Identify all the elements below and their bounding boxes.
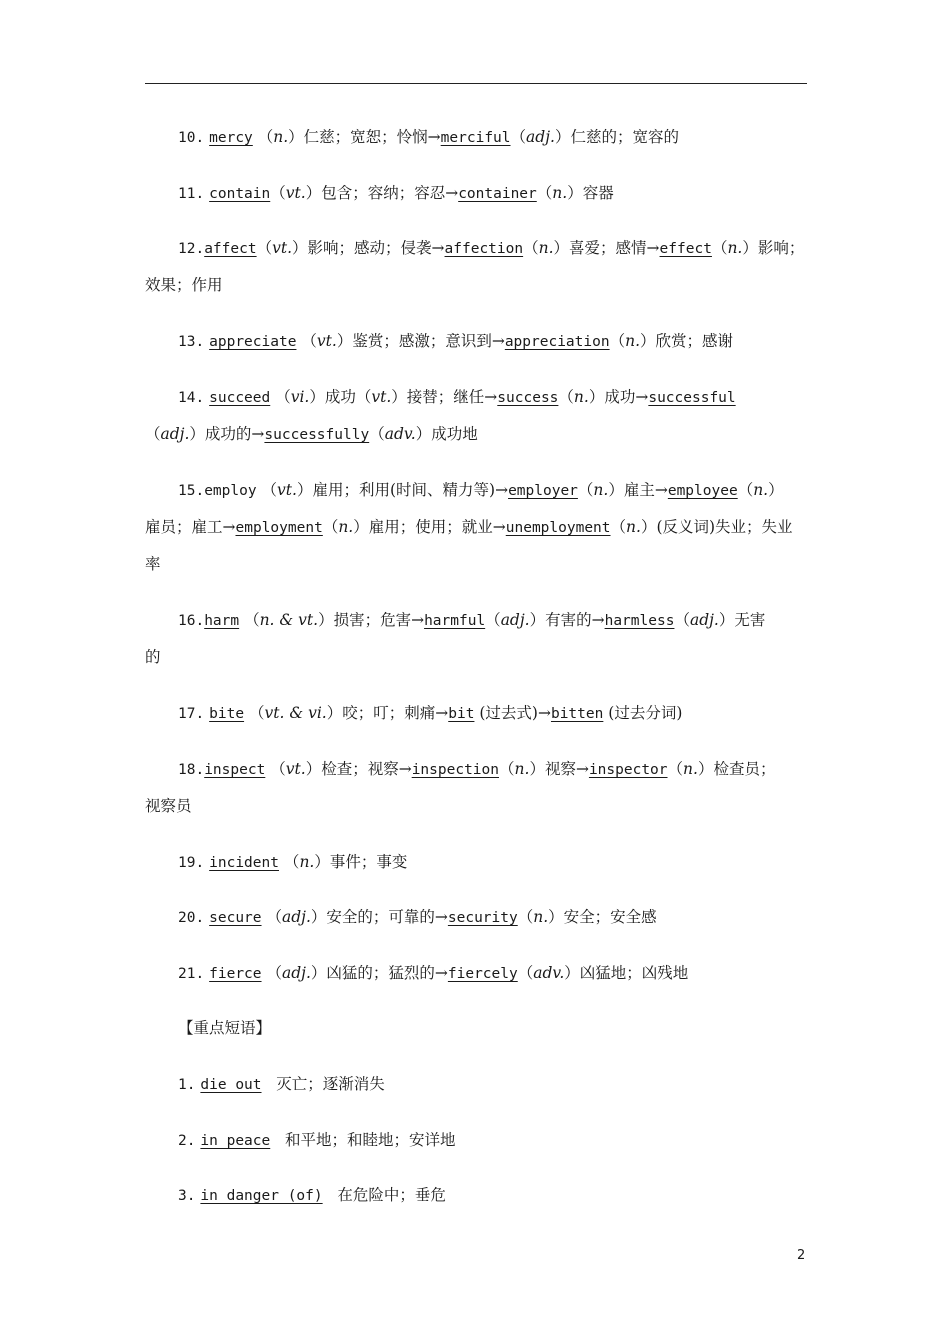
paren: （ [266, 908, 282, 926]
part-of-speech: adj. [281, 964, 311, 982]
derived-word: affection [444, 241, 524, 257]
part-of-speech: n. [538, 239, 554, 257]
paren: （ [523, 239, 539, 257]
part-of-speech: n. [338, 518, 354, 536]
paren: （ [667, 760, 684, 778]
item-number: 15. [178, 483, 205, 499]
item-number: 12. [178, 241, 205, 257]
part-of-speech: vt. [371, 388, 392, 406]
vocab-item-17 [178, 703, 858, 724]
paren: （ [674, 611, 690, 629]
part-of-speech: n. [727, 239, 743, 257]
vocab-item-11 [178, 183, 858, 204]
paren: （ [270, 760, 286, 778]
definition: 率 [145, 555, 161, 573]
definition: ）雇主→ [608, 481, 668, 499]
definition: ）咬；叮；刺痛→ [326, 704, 449, 722]
item-number: 18. [178, 762, 205, 778]
headword: harm [204, 613, 240, 629]
derived-word: harmful [424, 613, 486, 629]
vocab-item-19 [178, 852, 858, 873]
header-rule [145, 83, 807, 84]
derived-word: unemployment [505, 520, 611, 536]
definition: ）成功（ [309, 388, 372, 406]
paren: （ [536, 184, 553, 202]
paren: （ [283, 853, 300, 871]
definition: ）容器 [567, 184, 614, 202]
vocab-item-12 [178, 238, 858, 259]
vocab-item-16 [178, 610, 858, 631]
item-number: 11. [178, 186, 205, 202]
definition: ）欣赏；感谢 [640, 332, 734, 350]
definition: ）接替；继任→ [391, 388, 498, 406]
derived-word: inspection [411, 762, 499, 778]
definition: ）影响；感动；侵袭→ [292, 239, 445, 257]
phrase-item-3 [178, 1185, 858, 1206]
definition: ）安全；安全感 [548, 908, 657, 926]
part-of-speech: n. [573, 388, 589, 406]
paren: （ [485, 611, 501, 629]
vocab-item-16-cont [145, 647, 825, 667]
headword: bite [209, 706, 245, 722]
page-number: 2 [797, 1248, 806, 1263]
derived-word: merciful [440, 130, 511, 146]
paren: （ [266, 964, 282, 982]
vocab-item-13 [178, 331, 858, 352]
definition: ）喜爱；感情→ [553, 239, 660, 257]
section-heading-text: 【重点短语】 [178, 1019, 272, 1037]
part-of-speech: adj. [160, 425, 190, 443]
vocab-item-18-cont [145, 796, 825, 816]
part-of-speech: n. [514, 760, 530, 778]
part-of-speech: n. [533, 908, 549, 926]
item-number: 14. [178, 390, 205, 406]
derived-word: employer [508, 483, 578, 499]
vocab-item-14-cont [145, 424, 825, 445]
definition: ）影响； [742, 239, 805, 257]
vocab-item-14 [178, 387, 858, 408]
definition: ）损害；危害→ [318, 611, 425, 629]
derived-word: security [447, 910, 518, 926]
part-of-speech: n. [552, 184, 568, 202]
vocab-item-12-cont [145, 275, 825, 295]
definition: ）鉴赏；感激；意识到→ [336, 332, 505, 350]
part-of-speech: n. & vt. [259, 611, 319, 629]
headword: affect [204, 241, 257, 257]
definition: ）成功地 [415, 425, 478, 443]
part-of-speech: adj. [281, 908, 311, 926]
item-number: 13. [178, 334, 205, 350]
definition: ）成功的→ [189, 425, 265, 443]
headword: fierce [209, 966, 262, 982]
paren: （ [610, 518, 627, 536]
phrase-meaning: 和平地；和睦地；安详地 [285, 1131, 456, 1149]
phrase: die out [200, 1077, 262, 1093]
paren: （ [369, 425, 385, 443]
paren: （ [499, 760, 515, 778]
definition: (过去式)→ [479, 704, 551, 722]
derived-word: fiercely [447, 966, 518, 982]
part-of-speech: vt. [316, 332, 337, 350]
definition: ）雇用；使用；就业→ [353, 518, 506, 536]
paren: （ [737, 481, 754, 499]
phrase: in peace [200, 1133, 271, 1149]
derived-word: appreciation [504, 334, 610, 350]
item-number: 17. [178, 706, 205, 722]
vocab-item-21 [178, 963, 858, 984]
derived-word: bitten [550, 706, 604, 722]
derived-word: success [497, 390, 559, 406]
paren: （ [244, 611, 260, 629]
definition: ）检查员； [697, 760, 776, 778]
part-of-speech: n. [299, 853, 315, 871]
derived-word: employment [235, 520, 323, 536]
derived-word: harmless [604, 613, 675, 629]
item-number: 20. [178, 910, 205, 926]
definition: ）仁慈的；宽容的 [554, 128, 679, 146]
paren: （ [517, 908, 534, 926]
definition: ）凶猛地；凶残地 [564, 964, 689, 982]
definition: ）成功→ [588, 388, 649, 406]
definition: ）(反义词)失业；失业 [640, 518, 793, 536]
derived-word: successfully [264, 427, 370, 443]
paren: （ [577, 481, 594, 499]
part-of-speech: vt. [285, 184, 306, 202]
phrase-meaning: 在危险中；垂危 [337, 1186, 446, 1204]
derived-word: bit [448, 706, 475, 722]
headword: incident [209, 855, 279, 871]
definition: ）仁慈；宽恕；怜悯→ [288, 128, 441, 146]
section-heading [178, 1018, 858, 1038]
paren: （ [257, 128, 274, 146]
headword: succeed [209, 390, 271, 406]
vocab-item-20 [178, 907, 858, 928]
paren: （ [711, 239, 728, 257]
derived-word: successful [648, 390, 736, 406]
paren: （ [510, 128, 527, 146]
item-number: 10. [178, 130, 205, 146]
phrase-item-1 [178, 1074, 858, 1095]
headword: secure [209, 910, 262, 926]
headword: mercy [209, 130, 253, 146]
part-of-speech: n. [683, 760, 698, 778]
derived-word: inspector [588, 762, 668, 778]
paren: （ [275, 388, 291, 406]
vocab-item-15-cont2 [145, 554, 825, 574]
headword: appreciate [209, 334, 297, 350]
definition: ）事件；事变 [314, 853, 408, 871]
part-of-speech: n. [273, 128, 289, 146]
part-of-speech: vt. [272, 239, 293, 257]
part-of-speech: vt. & vi. [264, 704, 327, 722]
item-number: 19. [178, 855, 205, 871]
definition: ）有害的→ [529, 611, 605, 629]
part-of-speech: adj. [500, 611, 530, 629]
item-number: 2. [178, 1133, 196, 1149]
item-number: 21. [178, 966, 205, 982]
phrase-meaning: 灭亡；逐渐消失 [276, 1075, 385, 1093]
definition: 效果；作用 [145, 276, 223, 294]
part-of-speech: n. [593, 481, 609, 499]
definition: (过去分词) [608, 704, 683, 722]
definition: ）凶猛的；猛烈的→ [310, 964, 448, 982]
definition: ）检查；视察→ [305, 760, 412, 778]
vocab-item-15-cont [145, 517, 825, 538]
definition: ）安全的；可靠的→ [310, 908, 448, 926]
phrase: in danger (of) [200, 1188, 323, 1204]
paren: （ [517, 964, 534, 982]
part-of-speech: adj. [689, 611, 719, 629]
paren: （ [145, 425, 161, 443]
item-number: 16. [178, 613, 205, 629]
definition: ）无害 [718, 611, 766, 629]
headword: inspect [204, 762, 266, 778]
part-of-speech: n. [626, 518, 641, 536]
derived-word: effect [659, 241, 712, 257]
part-of-speech: vt. [277, 481, 297, 499]
part-of-speech: adv. [533, 964, 565, 982]
definition: ） [768, 481, 784, 499]
definition: 视察员 [145, 797, 192, 815]
item-number: 1. [178, 1077, 196, 1093]
derived-word: container [458, 186, 537, 202]
definition: 的 [145, 648, 161, 666]
part-of-speech: n. [625, 332, 641, 350]
paren: （ [261, 481, 278, 499]
paren: （ [256, 239, 273, 257]
paren: （ [322, 518, 339, 536]
part-of-speech: adv. [384, 425, 416, 443]
paren: （ [609, 332, 626, 350]
derived-word: employee [667, 483, 738, 499]
definition: ）视察→ [529, 760, 589, 778]
part-of-speech: adj. [526, 128, 555, 146]
paren: （ [558, 388, 574, 406]
headword: contain [209, 186, 271, 202]
headword: employ [204, 483, 257, 499]
definition: ）包含；容纳；容忍→ [305, 184, 459, 202]
part-of-speech: n. [753, 481, 769, 499]
vocab-item-10 [178, 127, 858, 148]
paren: （ [301, 332, 317, 350]
item-number: 3. [178, 1188, 196, 1204]
vocab-item-18 [178, 759, 858, 780]
paren: （ [270, 184, 286, 202]
definition: 雇员；雇工→ [145, 518, 236, 536]
phrase-item-2 [178, 1130, 858, 1151]
vocab-item-15 [178, 480, 858, 501]
paren: （ [249, 704, 265, 722]
part-of-speech: vt. [285, 760, 306, 778]
part-of-speech: vi. [290, 388, 310, 406]
definition: ）雇用；利用(时间、精力等)→ [296, 481, 509, 499]
